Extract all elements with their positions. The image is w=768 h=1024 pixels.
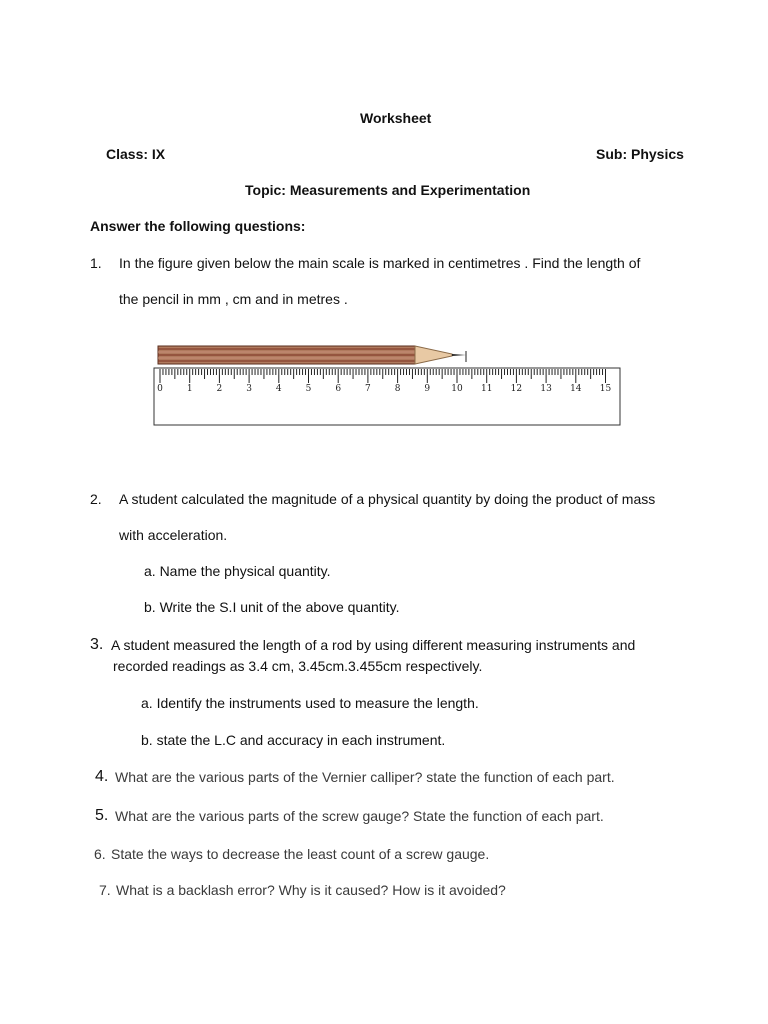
subject-label: Sub: Physics bbox=[596, 146, 684, 162]
ruler-label: 5 bbox=[305, 384, 312, 394]
topic-heading: Topic: Measurements and Experimentation bbox=[245, 182, 531, 198]
question-3-number: 3. bbox=[90, 636, 104, 653]
ruler-label: 8 bbox=[394, 384, 401, 394]
pencil-icon bbox=[158, 346, 466, 364]
question-3-line-1: A student measured the length of a rod by using different measuring instruments and bbox=[111, 637, 636, 653]
ruler-label: 10 bbox=[451, 384, 463, 394]
question-7-number: 7. bbox=[99, 882, 111, 898]
question-7-text: What is a backlash error? Why is it caused? How is it avoided? bbox=[116, 882, 506, 898]
question-6-number: 6. bbox=[94, 846, 106, 862]
instruction-heading: Answer the following questions: bbox=[90, 218, 306, 234]
ruler-label: 12 bbox=[510, 384, 523, 394]
question-2-part-a: a. Name the physical quantity. bbox=[144, 563, 331, 579]
question-2-line-1: A student calculated the magnitude of a physical quantity by doing the product of mass bbox=[119, 491, 656, 507]
question-6-text: State the ways to decrease the least count of a screw gauge. bbox=[111, 846, 490, 862]
class-label: Class: IX bbox=[106, 146, 166, 162]
worksheet-title: Worksheet bbox=[360, 110, 432, 126]
ruler-label: 14 bbox=[570, 384, 582, 394]
question-3-part-b: b. state the L.C and accuracy in each instrument. bbox=[141, 732, 446, 748]
question-3-part-a: a. Identify the instruments used to measure the length. bbox=[141, 695, 479, 711]
question-5-number: 5. bbox=[95, 807, 109, 824]
question-1-line-2: the pencil in mm , cm and in metres . bbox=[119, 291, 348, 307]
ruler-icon bbox=[154, 368, 620, 425]
ruler-label: 6 bbox=[335, 384, 342, 394]
question-1-line-1: In the figure given below the main scale is marked in centimetres . Find the length of bbox=[119, 255, 641, 271]
ruler-label: 3 bbox=[246, 384, 252, 394]
question-2-number: 2. bbox=[90, 491, 102, 507]
question-1-number: 1. bbox=[90, 255, 102, 271]
ruler-label: 0 bbox=[157, 384, 163, 394]
question-4-number: 4. bbox=[95, 768, 109, 785]
ruler-label: 7 bbox=[365, 384, 371, 394]
ruler-label: 11 bbox=[480, 384, 493, 394]
ruler-label: 9 bbox=[424, 384, 431, 394]
question-5-text: What are the various parts of the screw gauge? State the function of each part. bbox=[115, 808, 604, 824]
question-4-text: What are the various parts of the Vernier calliper? state the function of each part. bbox=[115, 769, 615, 785]
ruler-label: 2 bbox=[216, 384, 223, 394]
ruler-label: 13 bbox=[540, 384, 552, 394]
question-2-part-b: b. Write the S.I unit of the above quantity. bbox=[144, 599, 400, 615]
pencil-ruler-figure bbox=[150, 340, 625, 432]
question-2-line-2: with acceleration. bbox=[119, 527, 228, 543]
ruler-label: 1 bbox=[186, 384, 193, 394]
ruler-label: 15 bbox=[599, 384, 612, 394]
ruler-label: 4 bbox=[275, 384, 282, 394]
question-3-line-2: recorded readings as 3.4 cm, 3.45cm.3.455cm respectively. bbox=[113, 658, 483, 674]
